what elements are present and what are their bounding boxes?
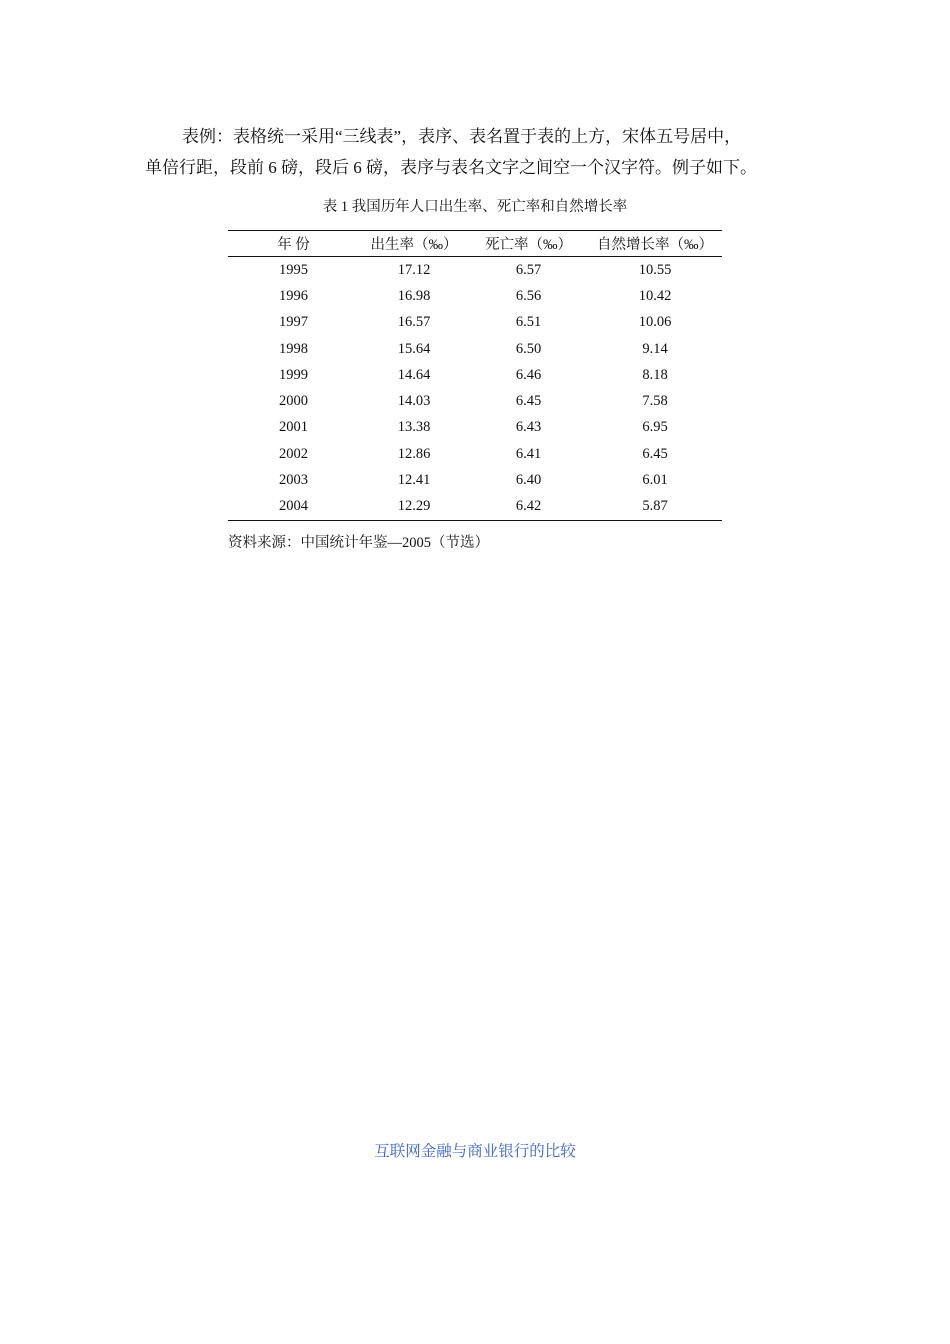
cell-birth-rate: 17.12 — [397, 261, 431, 278]
cell-year: 2003 — [279, 472, 308, 489]
header-birth-rate: 出生率（‰） — [370, 237, 458, 253]
cell-growth-rate: 10.55 — [638, 261, 672, 278]
cell-birth-rate: 14.64 — [397, 366, 431, 383]
cell-death-rate: 6.43 — [515, 419, 542, 436]
cell-growth-rate: 6.01 — [642, 472, 668, 489]
table-row — [228, 257, 722, 284]
table-header-row — [228, 231, 722, 257]
table-row — [228, 362, 722, 388]
cell-growth-rate: 7.58 — [642, 393, 668, 410]
table-row — [228, 388, 722, 414]
intro-line-2: 单倍行距，段前 6 磅，段后 6 磅，表序与表名文字之间空一个汉字符。例子如下。 — [145, 158, 757, 177]
cell-year: 2002 — [279, 445, 308, 462]
table-row — [228, 336, 722, 362]
header-death-rate: 死亡率（‰） — [485, 237, 572, 253]
header-year: 年 份 — [277, 237, 310, 253]
cell-growth-rate: 9.14 — [642, 340, 668, 357]
cell-death-rate: 6.41 — [515, 445, 542, 462]
intro-line-1: 表例：表格统一采用“三线表”，表序、表名置于表的上方，宋体五号居中， — [182, 127, 742, 146]
cell-birth-rate: 12.29 — [397, 498, 431, 515]
cell-death-rate: 6.56 — [515, 287, 542, 304]
table-row — [228, 441, 722, 467]
cell-death-rate: 6.46 — [515, 366, 542, 383]
cell-growth-rate: 10.42 — [638, 287, 672, 304]
cell-year: 2000 — [279, 393, 308, 410]
cell-death-rate: 6.51 — [515, 314, 542, 331]
table-row — [228, 283, 722, 309]
intro-paragraph — [145, 121, 817, 183]
cell-death-rate: 6.57 — [515, 261, 542, 278]
cell-birth-rate: 14.03 — [397, 393, 431, 410]
table-row — [228, 310, 722, 336]
table-caption: 表 1 我国历年人口出生率、死亡率和自然增长率 — [322, 199, 628, 215]
cell-death-rate: 6.40 — [515, 472, 542, 489]
cell-death-rate: 6.45 — [515, 393, 542, 410]
data-table — [228, 230, 722, 521]
cell-growth-rate: 6.45 — [642, 445, 668, 462]
cell-birth-rate: 12.86 — [397, 445, 431, 462]
cell-year: 1999 — [279, 366, 308, 383]
cell-year: 1997 — [279, 314, 308, 331]
table-source-note: 资料来源：中国统计年鉴—2005（节选） — [228, 535, 489, 551]
cell-death-rate: 6.50 — [515, 340, 542, 357]
cell-birth-rate: 12.41 — [397, 472, 431, 489]
table-row — [228, 415, 722, 441]
cell-birth-rate: 16.57 — [397, 314, 431, 331]
table-row — [228, 467, 722, 493]
cell-year: 2001 — [279, 419, 308, 436]
cell-growth-rate: 10.06 — [638, 314, 672, 331]
cell-birth-rate: 13.38 — [397, 419, 431, 436]
cell-growth-rate: 5.87 — [642, 498, 668, 515]
cell-birth-rate: 15.64 — [397, 340, 431, 357]
table-body — [228, 257, 722, 521]
cell-growth-rate: 8.18 — [642, 366, 668, 383]
cell-birth-rate: 16.98 — [397, 287, 431, 304]
table-row — [228, 494, 722, 521]
cell-year: 1996 — [279, 287, 308, 304]
cell-year: 2004 — [279, 498, 308, 515]
cell-year: 1998 — [279, 340, 308, 357]
cell-year: 1995 — [279, 261, 308, 278]
cell-growth-rate: 6.95 — [642, 419, 668, 436]
footer-document-link[interactable]: 互联网金融与商业银行的比较 — [374, 1143, 576, 1160]
cell-death-rate: 6.42 — [515, 498, 542, 515]
header-growth-rate: 自然增长率（‰） — [597, 237, 713, 253]
